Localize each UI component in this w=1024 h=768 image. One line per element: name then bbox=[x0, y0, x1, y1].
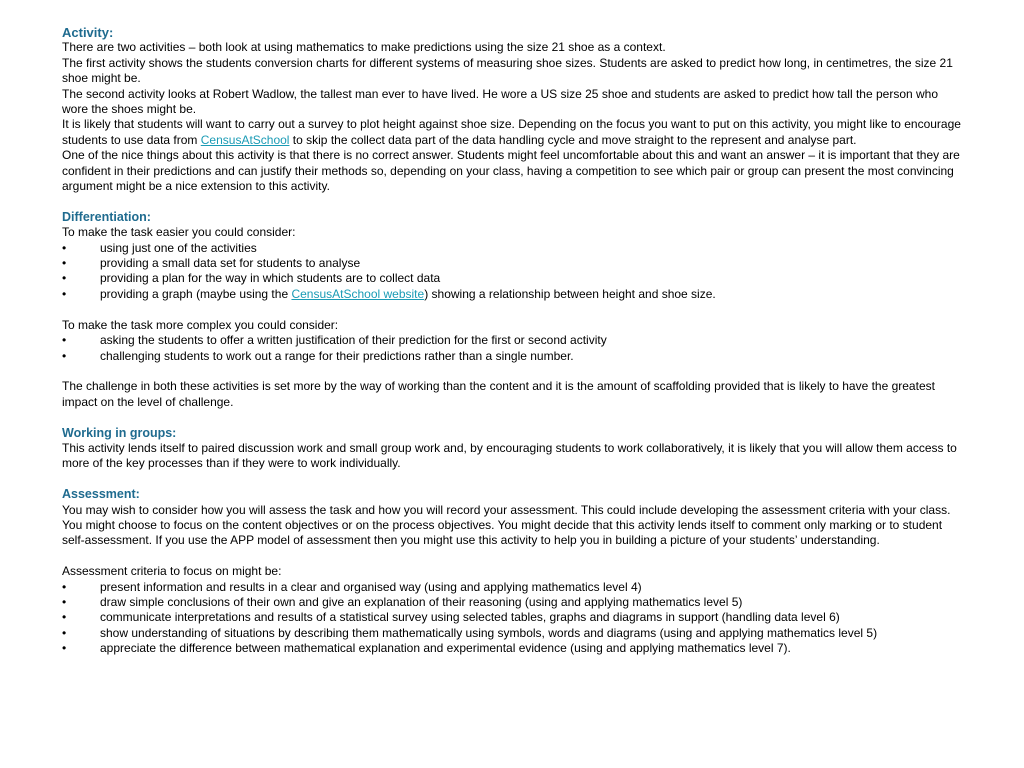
assessment-paragraph: You may wish to consider how you will assess the task and how you will record your assessment. This could include developing the assessment criteria with your class. You might choose to focus on the content objectives or on the process objectives. You might decide that this activity lends itself to comment only marking or to student self-assessment. If you use the APP model of assessment then you might use this activity to help you in building a picture of your students’ understanding. bbox=[62, 502, 951, 548]
list-item: • show understanding of situations by describing them mathematically using symbols, words and diagrams (using and applying mathematics level 5) bbox=[62, 625, 878, 640]
activity-heading: Activity: bbox=[62, 25, 114, 40]
bullet-icon: • bbox=[62, 625, 67, 640]
list-item: • challenging students to work out a range for their predictions rather than a single number. bbox=[62, 348, 574, 363]
list-item: • appreciate the difference between mathematical explanation and experimental evidence (using and applying mathematics level 7). bbox=[62, 641, 791, 656]
activity-p4-text-after: to skip the collect data part of the data handling cycle and move straight to the represent and analyse part. bbox=[289, 132, 857, 147]
bullet-icon: • bbox=[62, 286, 67, 301]
list-item: • providing a graph (maybe using the CensusAtSchool website) showing a relationship between height and shoe size. bbox=[62, 286, 716, 301]
list-item: • providing a small data set for students to analyse bbox=[62, 256, 361, 271]
bullet-icon: • bbox=[62, 610, 67, 625]
censusatschool-website-link[interactable]: CensusAtSchool website bbox=[291, 286, 425, 301]
complex-intro: To make the task more complex you could consider: bbox=[62, 317, 339, 332]
activity-paragraph-2: The first activity shows the students conversion charts for different systems of measuring shoe sizes. Students are asked to predict how long, in centimetres, the size 21 shoe might be. bbox=[62, 55, 953, 86]
bullet-icon: • bbox=[62, 579, 67, 594]
bullet-icon: • bbox=[62, 641, 67, 656]
working-in-groups-heading: Working in groups: bbox=[62, 425, 177, 440]
easier-intro: To make the task easier you could consider: bbox=[62, 225, 296, 240]
activity-paragraph-1: There are two activities – both look at using mathematics to make predictions using the size 21 shoe as a context. bbox=[62, 40, 666, 55]
activity-paragraph-5: One of the nice things about this activity is that there is no correct answer. Students might feel uncomfortable about this and want an answer – it is important that they are confident in their predictions and can justify their methods so, depending on your class, having a competition to see which pair or group can present the most convincing argument might be a nice extension to this activity. bbox=[62, 148, 960, 194]
bullet-icon: • bbox=[62, 333, 67, 348]
bullet-icon: • bbox=[62, 256, 67, 271]
censusatschool-link[interactable]: CensusAtSchool bbox=[200, 132, 290, 147]
list-item: • present information and results in a clear and organised way (using and applying mathematics level 4) bbox=[62, 579, 642, 594]
complex-list bbox=[62, 333, 962, 364]
assessment-heading: Assessment: bbox=[62, 487, 140, 502]
challenge-paragraph: The challenge in both these activities is set more by the way of working than the content and it is the amount of scaffolding provided that is likely to have the greatest impact on the level of challenge. bbox=[62, 379, 935, 409]
activity-paragraph-3: The second activity looks at Robert Wadlow, the tallest man ever to have lived. He wore a US size 25 shoe and students are asked to predict how tall the person who wore the shoes might be. bbox=[62, 86, 939, 117]
easier-list bbox=[62, 241, 962, 303]
criteria-list bbox=[62, 580, 962, 657]
differentiation-heading: Differentiation: bbox=[62, 209, 151, 224]
list-item: • using just one of the activities bbox=[62, 240, 257, 255]
document-page bbox=[62, 25, 962, 657]
activity-paragraph-4 bbox=[62, 117, 962, 148]
list-item: • asking the students to offer a written justification of their prediction for the first or second activity bbox=[62, 333, 607, 348]
groups-paragraph: This activity lends itself to paired discussion work and small group work and, by encouraging students to work collaboratively, it is likely that you will allow them access to more of the key processes than if they were to work individually. bbox=[62, 440, 957, 471]
criteria-intro: Assessment criteria to focus on might be: bbox=[62, 564, 282, 579]
bullet-icon: • bbox=[62, 594, 67, 609]
bullet-icon: • bbox=[62, 240, 67, 255]
bullet-icon: • bbox=[62, 271, 67, 286]
list-item: • draw simple conclusions of their own and give an explanation of their reasoning (using and applying mathematics level 5) bbox=[62, 594, 743, 609]
bullet-icon: • bbox=[62, 348, 67, 363]
list-item: • providing a plan for the way in which students are to collect data bbox=[62, 271, 441, 286]
activity-p4-text-before: It is likely that students will want to carry out a survey to plot height against shoe size. Depending on the focus you want to put on this activity, you might like to encourage students to use data from bbox=[62, 117, 961, 147]
list-item: • communicate interpretations and results of a statistical survey using selected tables, graphs and diagrams in support (handling data level 6) bbox=[62, 610, 840, 625]
